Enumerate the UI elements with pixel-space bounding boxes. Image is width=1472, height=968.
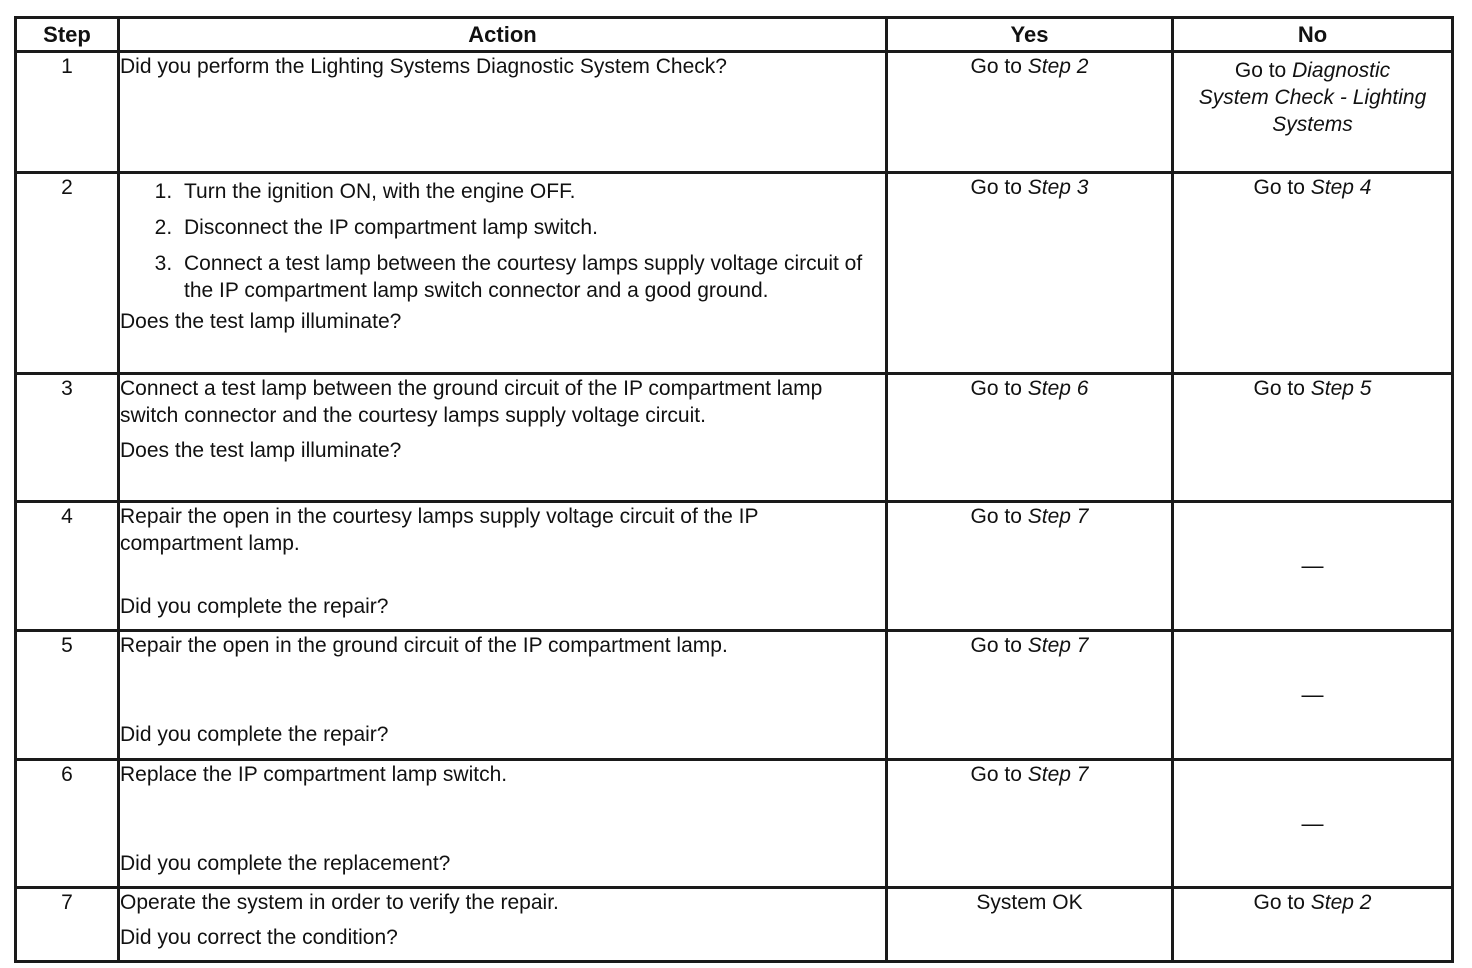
- action-cell: [119, 631, 887, 760]
- header-action: Action: [119, 18, 887, 52]
- action-question: Did you correct the condition?: [120, 926, 398, 949]
- diagnostic-table: [14, 16, 1454, 963]
- no-cell: [1173, 760, 1453, 888]
- yes-step-ref: Step 7: [1027, 505, 1089, 528]
- no-prefix: Go to: [1253, 377, 1305, 400]
- no-prefix: Go to: [1253, 891, 1305, 914]
- action-text: Operate the system in order to verify the repair.: [120, 891, 559, 914]
- no-cell: [1173, 631, 1453, 760]
- step-number: 2: [16, 173, 119, 374]
- yes-cell: [887, 631, 1173, 760]
- no-cell: [1173, 374, 1453, 502]
- step-number: 5: [16, 631, 119, 760]
- no-step-ref: Step 4: [1310, 176, 1372, 199]
- step-number: 1: [16, 52, 119, 173]
- no-prefix: Go to: [1234, 59, 1287, 82]
- yes-cell: [887, 374, 1173, 502]
- table-row: [16, 52, 1453, 173]
- action-question: Does the test lamp illuminate?: [120, 310, 402, 333]
- no-answer-dash: —: [1301, 682, 1324, 707]
- action-steps-list: [120, 178, 885, 304]
- yes-result: System OK: [976, 891, 1083, 914]
- step-number: 7: [16, 888, 119, 962]
- yes-step-ref: Step 2: [1027, 55, 1089, 78]
- yes-prefix: Go to: [970, 763, 1022, 786]
- no-cell: [1173, 888, 1453, 962]
- yes-prefix: Go to: [970, 634, 1022, 657]
- table-row: [16, 502, 1453, 631]
- table-row: [16, 173, 1453, 374]
- yes-prefix: Go to: [970, 176, 1022, 199]
- no-step-ref: Step 2: [1310, 891, 1372, 914]
- table-row: [16, 631, 1453, 760]
- action-cell: [119, 52, 887, 173]
- yes-cell: [887, 760, 1173, 888]
- action-question: Did you complete the repair?: [120, 723, 389, 746]
- no-cell: [1173, 173, 1453, 374]
- action-text: Repair the open in the ground circuit of the IP compartment lamp.: [120, 634, 728, 657]
- yes-cell: [887, 502, 1173, 631]
- yes-prefix: Go to: [970, 55, 1022, 78]
- no-answer-dash: —: [1301, 553, 1324, 578]
- action-step-item: 3. Connect a test lamp between the courtesy lamps supply voltage circuit of the IP compartment lamp switch connector and a good ground.: [178, 250, 885, 304]
- action-cell: [119, 374, 887, 502]
- yes-cell: [887, 888, 1173, 962]
- no-answer-dash: —: [1301, 810, 1324, 836]
- yes-step-ref: Step 3: [1027, 176, 1089, 199]
- header-step: Step: [16, 18, 119, 52]
- step-number: 6: [16, 760, 119, 888]
- no-cell: [1173, 52, 1453, 173]
- no-step-ref: Step 5: [1310, 377, 1372, 400]
- action-step-item: 2. Disconnect the IP compartment lamp switch.: [178, 214, 885, 241]
- yes-prefix: Go to: [970, 377, 1022, 400]
- action-question: Did you complete the repair?: [120, 595, 389, 618]
- no-prefix: Go to: [1253, 176, 1305, 199]
- step-number: 4: [16, 502, 119, 631]
- yes-step-ref: Step 6: [1027, 377, 1089, 400]
- yes-cell: [887, 52, 1173, 173]
- action-cell: [119, 502, 887, 631]
- action-cell: [119, 888, 887, 962]
- header-row: [16, 18, 1453, 52]
- table-row: [16, 374, 1453, 502]
- table-row: [16, 888, 1453, 962]
- yes-prefix: Go to: [970, 505, 1022, 528]
- no-ref: Diagnostic System Check - Lighting Systems: [1198, 59, 1427, 136]
- yes-step-ref: Step 7: [1027, 763, 1089, 786]
- action-question: Did you complete the replacement?: [120, 852, 451, 875]
- action-text: Did you perform the Lighting Systems Diagnostic System Check?: [120, 55, 727, 78]
- action-text: Connect a test lamp between the ground circuit of the IP compartment lamp switch connector and the courtesy lamps supply voltage circuit.: [120, 377, 823, 427]
- action-text: Repair the open in the courtesy lamps supply voltage circuit of the IP compartment lamp.: [120, 505, 759, 555]
- header-no: No: [1173, 18, 1453, 52]
- action-cell: [119, 760, 887, 888]
- table-row: [16, 760, 1453, 888]
- no-cell: [1173, 502, 1453, 631]
- action-step-item: 1. Turn the ignition ON, with the engine OFF.: [178, 178, 885, 205]
- step-number: 3: [16, 374, 119, 502]
- action-text: Replace the IP compartment lamp switch.: [120, 763, 508, 786]
- yes-step-ref: Step 7: [1027, 634, 1089, 657]
- header-yes: Yes: [887, 18, 1173, 52]
- action-question: Does the test lamp illuminate?: [120, 439, 402, 462]
- yes-cell: [887, 173, 1173, 374]
- action-cell: [119, 173, 887, 374]
